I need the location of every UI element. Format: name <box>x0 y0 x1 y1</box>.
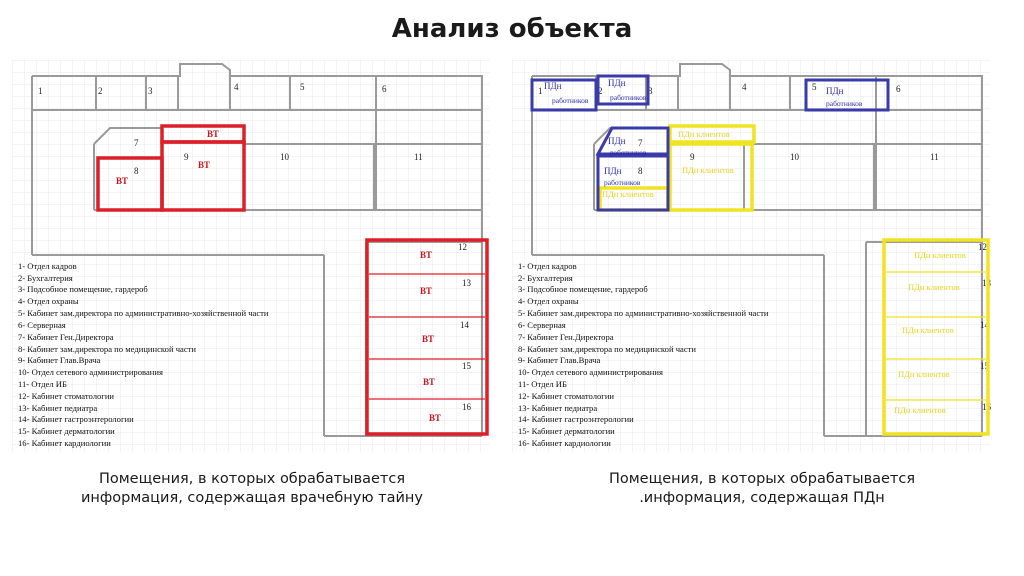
legend-item: 7- Кабинет Ген.Директора <box>518 332 614 342</box>
legend-item: 14- Кабинет гастроэнтерологии <box>518 414 634 424</box>
room-number-13: 13 <box>982 278 991 288</box>
legend-item: 15- Кабинет дерматологии <box>18 426 115 436</box>
room-number-3: 3 <box>648 86 653 96</box>
legend-item: 12- Кабинет стоматологии <box>518 391 615 401</box>
vt-tag: ВТ <box>423 377 435 387</box>
pdn-label: ПДн <box>604 166 622 176</box>
staff-label: работников <box>604 178 641 187</box>
legend-item: 14- Кабинет гастроэнтерологии <box>18 414 134 424</box>
vt-tag: ВТ <box>429 413 441 423</box>
vt-tag: ВТ <box>420 286 432 296</box>
caption-pdn <box>552 470 972 508</box>
staff-label: работников <box>826 99 863 108</box>
floor-plan-vt <box>12 60 490 452</box>
room-number-7: 7 <box>134 138 139 148</box>
room-number-5: 5 <box>812 82 817 92</box>
clients-label: ПДн клиентов <box>898 369 950 379</box>
pdn-label: ПДн <box>826 86 844 96</box>
caption-line: Помещения, в которых обрабатывается <box>98 471 406 487</box>
legend-item: 5- Кабинет зам.директора по административно-хозяйственной части <box>518 308 769 318</box>
legend-item: 1- Отдел кадров <box>518 261 577 271</box>
legend-item: 9- Кабинет Глав.Врача <box>18 355 101 365</box>
legend-item: 8- Кабинет зам.директора по медицинской части <box>18 344 197 354</box>
legend-item: 16- Кабинет кардиологии <box>518 438 611 448</box>
staff-label: работников <box>610 148 647 157</box>
pdn-label: ПДн <box>608 136 626 146</box>
room-number-11: 11 <box>414 152 423 162</box>
legend-item: 13- Кабинет педиатра <box>18 403 98 413</box>
legend-item: 15- Кабинет дерматологии <box>518 426 615 436</box>
legend-item: 4- Отдел охраны <box>18 296 79 306</box>
legend-item: 13- Кабинет педиатра <box>518 403 598 413</box>
room-number-13: 13 <box>462 278 471 288</box>
room-number-12: 12 <box>458 242 467 252</box>
clients-label: ПДн клиентов <box>914 250 966 260</box>
room-number-4: 4 <box>234 82 239 92</box>
legend-item: 7- Кабинет Ген.Директора <box>18 332 114 342</box>
room-number-16: 16 <box>982 402 991 412</box>
caption-line: .информация, содержащая ПДн <box>639 490 885 506</box>
clients-label: ПДн клиентов <box>894 405 946 415</box>
room-number-16: 16 <box>462 402 471 412</box>
pdn-label: ПДн <box>608 78 626 88</box>
room-number-14: 14 <box>460 320 469 330</box>
room-number-8: 8 <box>134 166 139 176</box>
vt-tag: ВТ <box>116 176 128 186</box>
vt-tag: ВТ <box>198 160 210 170</box>
legend-item: 3- Подсобное помещение, гардероб <box>18 284 148 294</box>
room-number-1: 1 <box>538 86 543 96</box>
room-number-10: 10 <box>790 152 799 162</box>
page-title: Анализ объекта <box>391 14 633 44</box>
legend-item: 5- Кабинет зам.директора по административно-хозяйственной части <box>18 308 269 318</box>
vt-tag: ВТ <box>422 334 434 344</box>
legend-item: 4- Отдел охраны <box>518 296 579 306</box>
room-number-2: 2 <box>598 86 603 96</box>
room-number-15: 15 <box>980 361 989 371</box>
room-number-3: 3 <box>148 86 153 96</box>
room-number-7: 7 <box>638 138 643 148</box>
room-number-1: 1 <box>38 86 43 96</box>
room-number-14: 14 <box>980 320 989 330</box>
legend-item: 6- Серверная <box>518 320 566 330</box>
legend-item: 3- Подсобное помещение, гардероб <box>518 284 648 294</box>
legend-item: 8- Кабинет зам.директора по медицинской части <box>518 344 697 354</box>
room-number-9: 9 <box>184 152 189 162</box>
legend-item: 10- Отдел сетевого администрирования <box>18 367 163 377</box>
legend-item: 2- Бухгалтерия <box>518 273 573 283</box>
clients-label: ПДн клиентов <box>682 165 734 175</box>
vt-tag: ВТ <box>207 129 219 139</box>
caption-line: информация, содержащая врачебную тайну <box>80 490 423 506</box>
room-number-6: 6 <box>382 84 387 94</box>
room-number-9: 9 <box>690 152 695 162</box>
clients-label: ПДн клиентов <box>902 325 954 335</box>
room-number-10: 10 <box>280 152 289 162</box>
clients-label: ПДн клиентов <box>908 282 960 292</box>
room-number-11: 11 <box>930 152 939 162</box>
legend-item: 6- Серверная <box>18 320 66 330</box>
caption-line: Помещения, в которых обрабатывается <box>608 471 916 487</box>
room-number-6: 6 <box>896 84 901 94</box>
staff-label: работников <box>610 93 647 102</box>
legend-item: 2- Бухгалтерия <box>18 273 73 283</box>
room-number-5: 5 <box>300 82 305 92</box>
legend-item: 12- Кабинет стоматологии <box>18 391 115 401</box>
room-number-8: 8 <box>638 166 643 176</box>
legend-item: 11- Отдел ИБ <box>518 379 567 389</box>
staff-label: работников <box>552 96 589 105</box>
legend-item: 10- Отдел сетевого администрирования <box>518 367 663 377</box>
room-number-4: 4 <box>742 82 747 92</box>
legend-item: 9- Кабинет Глав.Врача <box>518 355 601 365</box>
legend-item: 11- Отдел ИБ <box>18 379 67 389</box>
clients-label: ПДн клиентов <box>602 189 654 199</box>
clients-label: ПДн клиентов <box>678 129 730 139</box>
room-number-15: 15 <box>462 361 471 371</box>
legend-item: 16- Кабинет кардиологии <box>18 438 111 448</box>
room-number-2: 2 <box>98 86 103 96</box>
caption-vt <box>42 470 462 508</box>
vt-tag: ВТ <box>420 250 432 260</box>
legend-item: 1- Отдел кадров <box>18 261 77 271</box>
floor-plan-pdn <box>512 60 990 452</box>
room-number-12: 12 <box>978 242 987 252</box>
pdn-label: ПДн <box>544 81 562 91</box>
